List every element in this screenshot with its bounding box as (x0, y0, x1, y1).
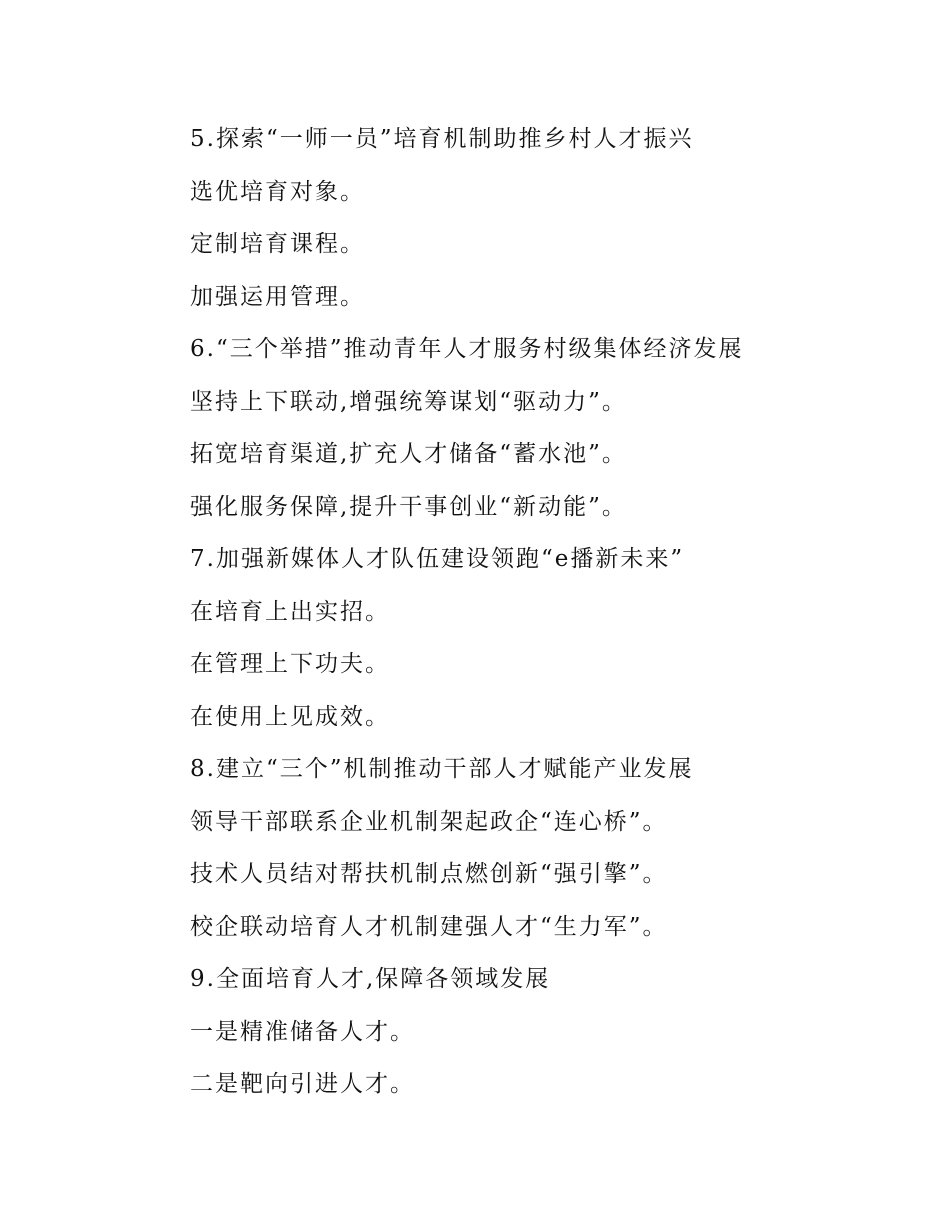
paragraph-line: 在培育上出实招。 (190, 598, 390, 625)
paragraph-line: 校企联动培育人才机制建强人才“生力军”。 (190, 913, 668, 940)
paragraph-line: 加强运用管理。 (190, 283, 365, 310)
paragraph-line: 强化服务保障,提升干事创业“新动能”。 (190, 493, 627, 520)
paragraph-line: 拓宽培育渠道,扩充人才储备“蓄水池”。 (190, 441, 627, 467)
heading-5: 5.探索“一师一员”培育机制助推乡村人才振兴 (190, 126, 694, 152)
paragraph-line: 在使用上见成效。 (190, 703, 390, 730)
heading-9: 9.全面培育人才,保障各领域发展 (190, 966, 551, 992)
heading-7: 7.加强新媒体人才队伍建设领跑“e播新未来” (190, 546, 685, 572)
paragraph-line: 定制培育课程。 (190, 231, 365, 257)
paragraph-line: 在管理上下功夫。 (190, 651, 390, 677)
paragraph-line: 二是靶向引进人才。 (190, 1071, 415, 1097)
paragraph-line: 技术人员结对帮扶机制点燃创新“强引擎”。 (190, 861, 668, 887)
paragraph-line: 领导干部联系企业机制架起政企“连心桥”。 (190, 808, 668, 835)
heading-6: 6.“三个举措”推动青年人才服务村级集体经济发展 (190, 336, 744, 362)
document-body (190, 113, 890, 1111)
paragraph-line: 坚持上下联动,增强统筹谋划“驱动力”。 (190, 388, 627, 415)
heading-8: 8.建立“三个”机制推动干部人才赋能产业发展 (190, 756, 694, 782)
paragraph-line: 选优培育对象。 (190, 178, 365, 205)
paragraph-line: 一是精准储备人才。 (190, 1018, 415, 1045)
